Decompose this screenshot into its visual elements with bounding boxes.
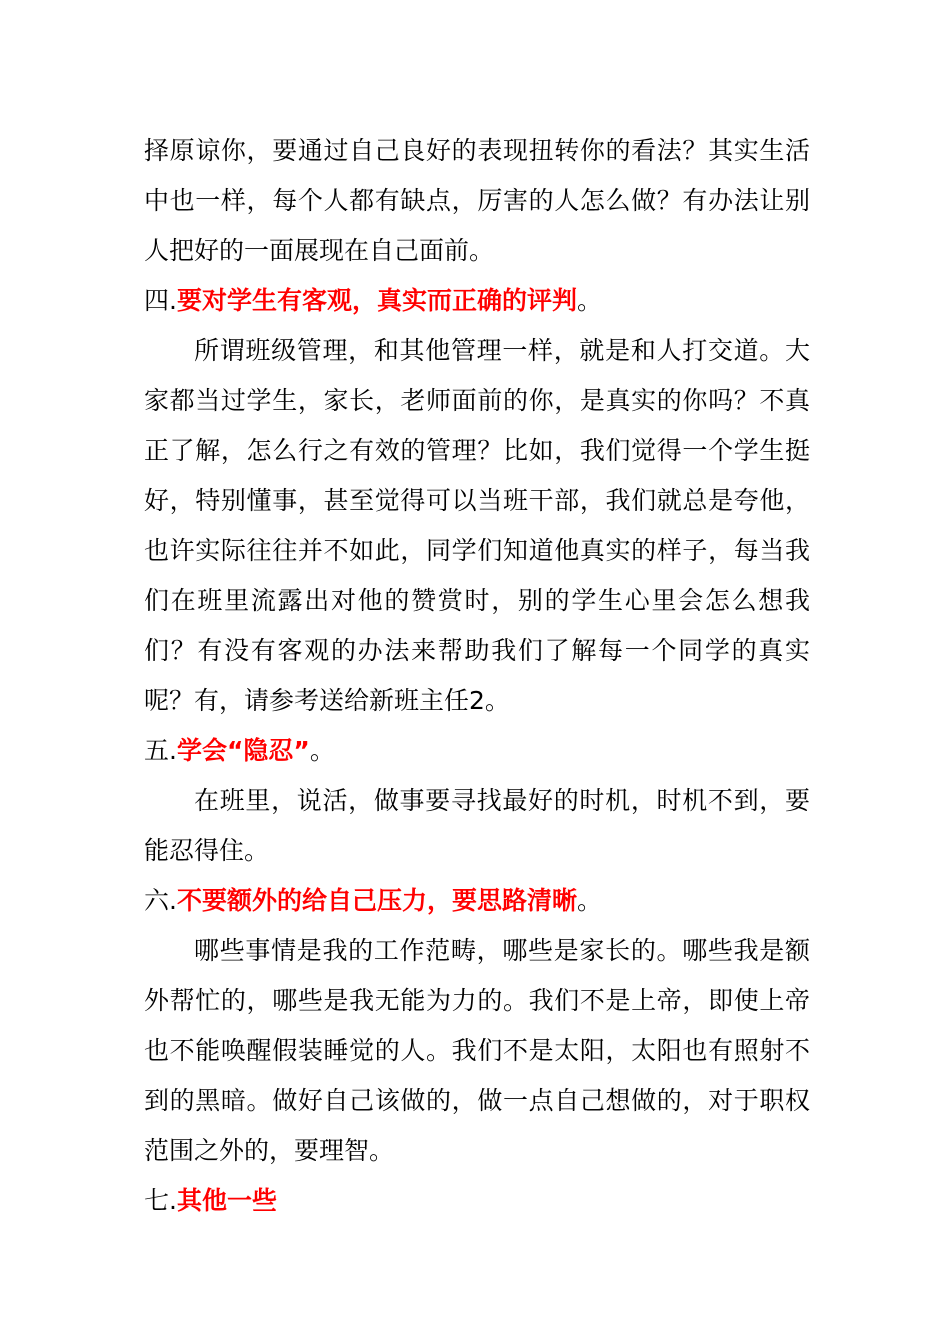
paragraph-section-5: 在班里，说活，做事要寻找最好的时机，时机不到，要能忍得住。 bbox=[144, 786, 810, 865]
heading-number: 六. bbox=[144, 886, 177, 915]
heading-title: 学会“隐忍” bbox=[176, 736, 310, 765]
heading-punctuation: 。 bbox=[576, 286, 602, 315]
heading-punctuation: 。 bbox=[576, 886, 602, 915]
section-heading-5 bbox=[144, 726, 810, 776]
document-page bbox=[144, 126, 810, 1226]
heading-title: 不要额外的给自己压力，要思路清晰 bbox=[176, 886, 577, 915]
heading-title: 要对学生有客观，真实而正确的评判 bbox=[176, 286, 577, 315]
heading-number: 七. bbox=[144, 1186, 177, 1215]
heading-punctuation: 。 bbox=[309, 736, 335, 765]
heading-number: 五. bbox=[144, 736, 177, 765]
section-heading-6 bbox=[144, 876, 810, 926]
heading-title: 其他一些 bbox=[176, 1186, 277, 1215]
paragraph-continuation: 择原谅你，要通过自己良好的表现扭转你的看法？其实生活中也一样，每个人都有缺点，厉害的人怎么做？有办法让别人把好的一面展现在自己面前。 bbox=[144, 136, 810, 265]
paragraph-section-4: 所谓班级管理，和其他管理一样，就是和人打交道。大家都当过学生，家长，老师面前的你，是真实的你吗？不真正了解，怎么行之有效的管理？比如，我们觉得一个学生挺好，特别懂事，甚至觉得可以当班干部，我们就总是夸他，也许实际往往并不如此，同学们知道他真实的样子，每当我们在班里流露出对他的赞赏时，别的学生心里会怎么想我们？有没有客观的办法来帮助我们了解每一个同学的真实呢？有，请参考送给新班主任2。 bbox=[144, 336, 810, 715]
paragraph-section-6: 哪些事情是我的工作范畴，哪些是家长的。哪些我是额外帮忙的，哪些是我无能为力的。我们不是上帝，即使上帝也不能唤醒假装睡觉的人。我们不是太阳，太阳也有照射不到的黑暗。做好自己该做的，做一点自己想做的，对于职权范围之外的，要理智。 bbox=[144, 936, 810, 1165]
section-heading-7 bbox=[144, 1176, 810, 1226]
heading-number: 四. bbox=[144, 286, 177, 315]
section-heading-4 bbox=[144, 276, 810, 326]
